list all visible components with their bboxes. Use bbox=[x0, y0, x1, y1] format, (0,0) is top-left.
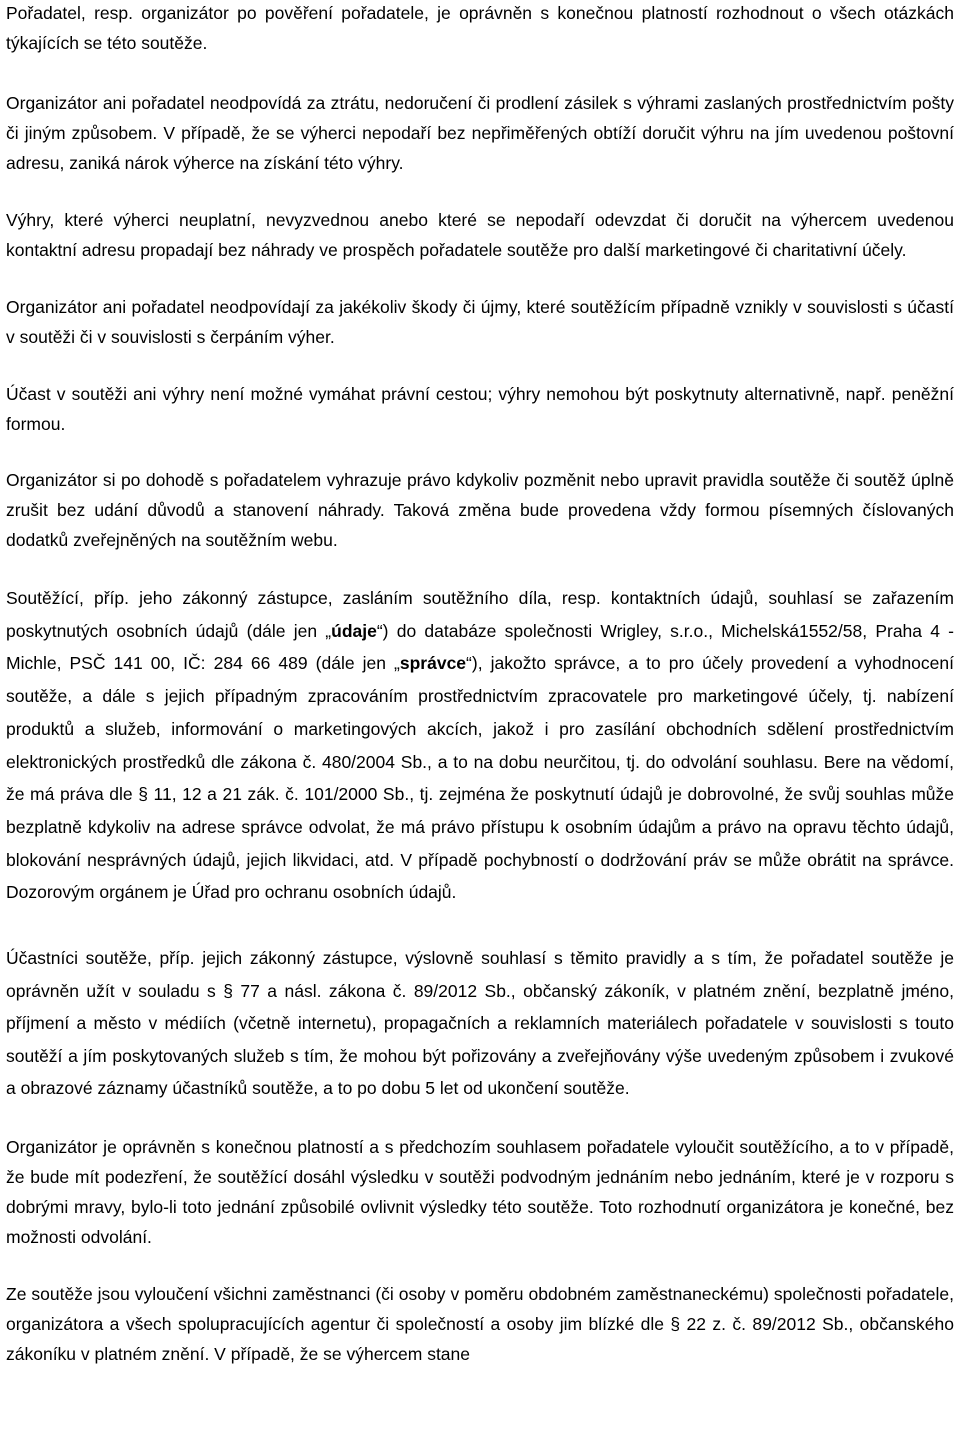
paragraph-rule-changes bbox=[6, 465, 954, 555]
paragraph-personal-data bbox=[6, 582, 954, 909]
paragraph-text: “) do databáze společnosti Wrigley, s.r.o., Michelská1552/58, Praha 4 - Michle, PSČ 141 00, IČ: 284 66 489 (dále jen „ bbox=[6, 620, 954, 674]
paragraph-text: Organizátor si po dohodě s pořadatelem vyhrazuje právo kdykoliv pozměnit nebo upravit pravidla soutěže či soutěž úplně zrušit bez udání důvodů a stanovení náhrady. Taková změna bude provedena vždy formou písemných číslovaných dodatků zveřejněných na soutěžním webu. bbox=[6, 470, 954, 550]
paragraph-decision-authority bbox=[6, 0, 954, 58]
paragraph-text: Výhry, které výherci neuplatní, nevyzvednou anebo které se nepodaří odevzdat či doručit na výhercem uvedenou kontaktní adresu propadají bez náhrady ve prospěch pořadatele soutěže pro další marketingové či charitativní účely. bbox=[6, 210, 954, 260]
paragraph-text: Účastníci soutěže, příp. jejich zákonný zástupce, výslovně souhlasí s těmito pravidly a s tím, že pořadatel soutěže je oprávněn užít v souladu s § 77 a násl. zákona č. 89/2012 Sb., občanský zákoník, v platném znění, bezplatně jméno, příjmení a město v médiích (včetně internetu), propagačních a reklamních materiálech pořadatele v souvislosti s touto soutěží a jím poskytovaných služeb s tím, že mohou být pořizovány a zveřejňovány výše uvedeným způsobem i zvukové a obrazové záznamy účastníků soutěže, a to po dobu 5 let od ukončení soutěže. bbox=[6, 948, 954, 1099]
paragraph-legal-enforcement bbox=[6, 379, 954, 439]
paragraph-text: Soutěžící, příp. jeho zákonný zástupce, zasláním soutěžního díla, resp. kontaktních údajů, souhlasí se zařazením poskytnutých osobních údajů (dále jen „ bbox=[6, 588, 954, 641]
paragraph-text: Organizátor ani pořadatel neodpovídají za jakékoliv škody či újmy, které soutěžícím případně vznikly v souvislosti s účastí v soutěži či v souvislosti s čerpáním výher. bbox=[6, 297, 954, 347]
paragraph-text: “), jakožto správce, a to pro účely provedení a vyhodnocení soutěže, a dále s jejich případným zpracováním prostřednictvím zpracovatele pro marketingové účely, tj. nabízení produktů a služeb, informování o marketingových akcích, jakož i pro zasílání obchodních sdělení prostřednictvím elektronických prostředků dle zákona č. 480/2004 Sb., a to na dobu neurčitou, tj. do odvolání souhlasu. Bere na vědomí, že má práva dle § 11, 12 a 21 zák. č. 101/2000 Sb., tj. zejména že poskytnutí údajů je dobrovolné, že svůj souhlas může bezplatně kdykoliv na adrese správce odvolat, že má právo přístupu k osobním údajům a právo na opravu těchto údajů, blokování nesprávných údajů, jejich likvidaci, atd. V případě pochybností o dodržování práv se může obrátit na správce. Dozorovým orgánem je Úřad pro ochranu osobních údajů. bbox=[6, 653, 954, 903]
paragraph-text: Organizátor je oprávněn s konečnou platností a s předchozím souhlasem pořadatele vyloučit soutěžícího, a to v případě, že bude mít podezření, že soutěžící dosáhl výsledku v soutěži podvodným jednáním nebo jednáním, které je v rozporu s dobrými mravy, bylo-li toto jednání způsobilé ovlivnit výsledky této soutěže. Toto rozhodnutí organizátora je konečné, bez možnosti odvolání. bbox=[6, 1136, 954, 1247]
document-page bbox=[6, 0, 954, 1452]
paragraph-text: Ze soutěže jsou vyloučení všichni zaměstnanci (či osoby v poměru obdobném zaměstnaneckému) společnosti pořadatele, organizátora a všech spolupracujících agentur či společností a osoby jim blízké dle § 22 z. č. 89/2012 Sb., občanského zákoníku v platném znění. V případě, že se výhercem stane bbox=[6, 1283, 954, 1364]
term-spravce: správce bbox=[399, 653, 467, 674]
paragraph-text: Pořadatel, resp. organizátor po pověření pořadatele, je oprávněn s konečnou platností rozhodnout o všech otázkách týkajících se této soutěže. bbox=[6, 3, 954, 53]
paragraph-text: Účast v soutěži ani výhry není možné vymáhat právní cestou; výhry nemohou být poskytnuty alternativně, např. peněžní formou. bbox=[6, 384, 954, 434]
paragraph-excluded-persons bbox=[6, 1279, 954, 1369]
paragraph-damages bbox=[6, 292, 954, 352]
paragraph-liability-delivery bbox=[6, 88, 954, 178]
paragraph-disqualification bbox=[6, 1132, 954, 1252]
term-udaje: údaje bbox=[331, 620, 377, 641]
paragraph-publicity-consent bbox=[6, 942, 954, 1105]
paragraph-unclaimed-prizes bbox=[6, 205, 954, 265]
paragraph-text: Organizátor ani pořadatel neodpovídá za ztrátu, nedoručení či prodlení zásilek s výhrami zaslaných prostřednictvím pošty či jiným způsobem. V případě, že se výherci nepodaří bez nepřiměřených obtíží doručit výhru na jím uvedenou poštovní adresu, zaniká nárok výherce na získání této výhry. bbox=[6, 93, 954, 173]
